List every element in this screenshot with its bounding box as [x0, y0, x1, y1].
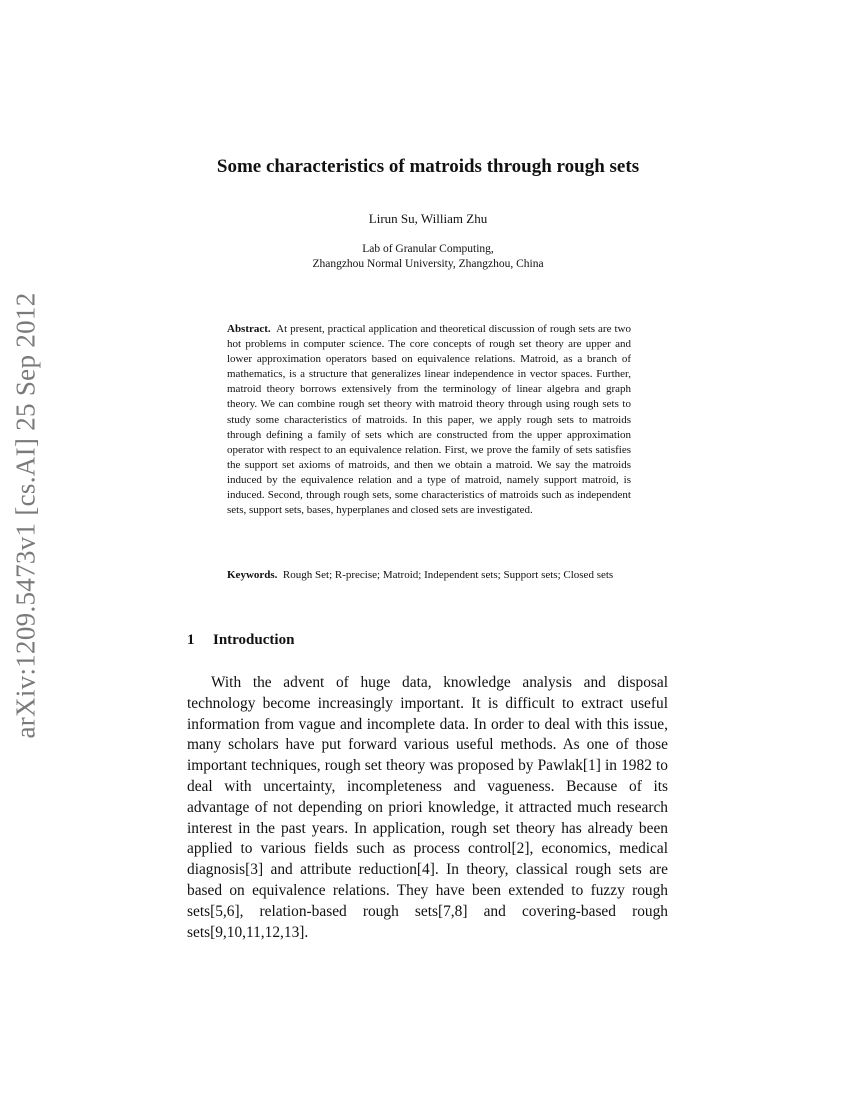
section-heading [187, 632, 667, 649]
affiliation [150, 242, 706, 272]
abstract-text: At present, practical application and theoretical discussion of rough sets are two hot problems in computer science. The core concepts of rough set theory are upper and lower approximation operators based on equivalence relations. Matroid, as a branch of mathematics, is a structure that generalizes linear independence in vector spaces. Further, matroid theory borrows extensively from the terminology of linear algebra and graph theory. We can combine rough set theory with matroid theory through using rough sets to study some characteristics of matroids. In this paper, we apply rough sets to matroids through defining a family of sets which are constructed from the upper approximation operator with respect to an equivalence relation. First, we prove the family of sets satisfies the support set axioms of matroids, and then we obtain a matroid. We say the matroids induced by the equivalence relation and a type of matroid, namely support matroid, is induced. Second, through rough sets, some characteristics of matroids such as independent sets, support sets, bases, hyperplanes and closed sets are investigated. [227, 323, 631, 517]
keywords-label: Keywords. [227, 569, 278, 581]
section-title: Introduction [213, 632, 295, 648]
affiliation-line-2: Zhangzhou Normal University, Zhangzhou, China [312, 258, 544, 270]
arxiv-stamp [2, 285, 50, 745]
affiliation-line-1: Lab of Granular Computing, [362, 243, 494, 255]
abstract-label: Abstract. [227, 323, 271, 335]
paper-title: Some characteristics of matroids through rough sets [216, 156, 640, 177]
keywords [227, 568, 631, 583]
keywords-text: Rough Set; R-precise; Matroid; Independent sets; Support sets; Closed sets [282, 569, 614, 581]
arxiv-stamp-text: arXiv:1209.5473v1 [cs.AI] 25 Sep 2012 [10, 291, 41, 739]
section-number: 1 [187, 632, 195, 648]
author-list: Lirun Su, William Zhu [368, 211, 488, 226]
abstract [227, 322, 631, 518]
intro-paragraph: With the advent of huge data, knowledge analysis and disposal technology become increasingly important. It is difficult to extract useful information from vague and incomplete data. In order to deal with this issue, many scholars have put forward various useful methods. As one of those important techniques, rough set theory was proposed by Pawlak[1] in 1982 to deal with uncertainty, incompleteness and vagueness. Because of its advantage of not depending on priori knowledge, it attracted much research interest in the past years. In application, rough set theory has already been applied to various fields such as process control[2], economics, medical diagnosis[3] and attribute reduction[4]. In theory, classical rough sets are based on equivalence relations. They have been extended to fuzzy rough sets[5,6], relation-based rough sets[7,8] and covering-based rough sets[9,10,11,12,13]. [187, 674, 668, 941]
